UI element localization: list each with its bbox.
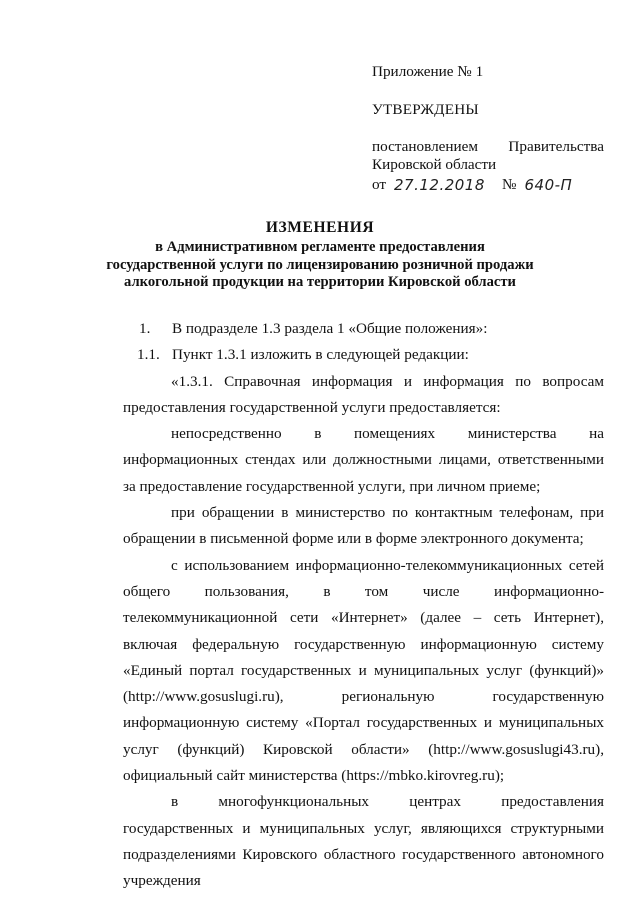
title-line-1: в Административном регламенте предоставления: [155, 239, 485, 255]
resolution-line: [372, 138, 604, 156]
paragraph-2: [123, 421, 604, 500]
title-line-3: алкогольной продукции на территории Кировской области: [124, 274, 516, 290]
approved-label: УТВЕРЖДЕНЫ: [372, 101, 479, 118]
appendix-label: Приложение № 1: [372, 63, 484, 80]
item-1: [123, 316, 604, 342]
document-body: [123, 316, 604, 369]
handwritten-number: 640-П: [524, 176, 573, 194]
item-1-1: [123, 342, 604, 368]
title-line-2: государственной услуги по лицензированию розничной продажи: [106, 256, 534, 273]
paragraph-5-text: в многофункциональных центрах предоставления государственных и муниципальных услуг, являющихся структурными подразделениями Кировского областного государственного автономного учреждения: [123, 793, 604, 890]
paragraph-3: [123, 500, 604, 553]
number-sign: №: [502, 176, 517, 193]
item-1-number: 1.: [139, 320, 151, 337]
paragraph-5: [123, 789, 604, 894]
paragraph-1-text: «1.3.1. Справочная информация и информация по вопросам предоставления государственной услуги предоставляется:: [123, 372, 604, 416]
document-title: [100, 217, 540, 292]
paragraph-4-text: с использованием информационно-телекоммуникационных сетей общего пользования, в том числе информационно-телекоммуникационной сети «Интернет» (далее – сеть Интернет), включая федеральную государственную информационную систему «Единый портал государственных и муниципальных услуг (функций)» (http://www.gosuslugi.ru), региональную государственную информационную систему «Портал государственных и муниципальных услуг (функций) Кировской области» (http://www.gosuslugi43.ru), официальный сайт министерства (https://mbko.kirovreg.ru);: [123, 556, 604, 785]
from-label: от: [372, 176, 387, 193]
approval-block: [372, 62, 604, 195]
item-1-text: В подразделе 1.3 раздела 1 «Общие положения»:: [172, 320, 488, 337]
paragraph-2-text: непосредственно в помещениях министерства на информационных стендах или должностными лицами, ответственными за предоставление государственной услуги, при личном приеме;: [123, 425, 604, 495]
paragraph-4: [123, 553, 604, 790]
paragraphs: [123, 369, 604, 895]
item-1-1-number: 1.1.: [137, 346, 160, 364]
government-word: Правительства: [508, 138, 604, 155]
title-heading: ИЗМЕНЕНИЯ: [265, 219, 375, 236]
handwritten-date: 27.12.2018: [394, 176, 485, 194]
item-1-1-text: Пункт 1.3.1 изложить в следующей редакции:: [172, 346, 469, 364]
region-label: Кировской области: [372, 156, 497, 173]
paragraph-3-text: при обращении в министерство по контактным телефонам, при обращении в письменной форме или в форме электронного документа;: [123, 504, 604, 548]
date-number-line: [372, 175, 604, 195]
resolution-word: постановлением: [372, 138, 479, 155]
paragraph-1: [123, 369, 604, 422]
